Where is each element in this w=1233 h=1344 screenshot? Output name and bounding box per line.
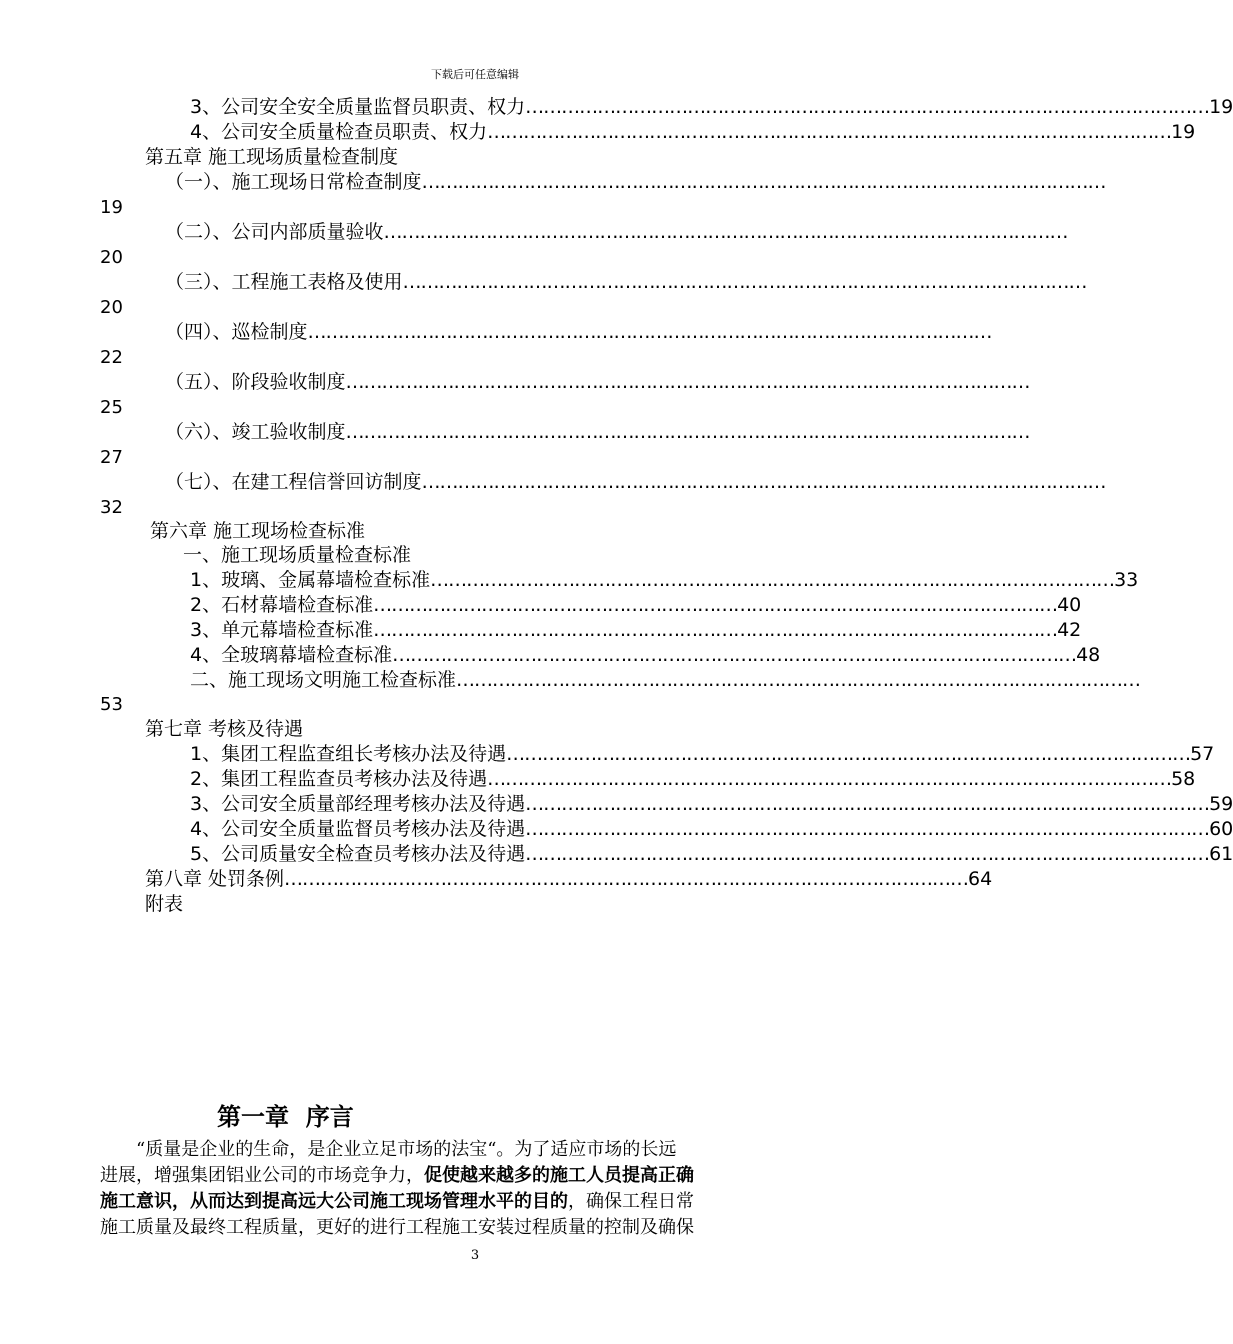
preface-text: 进展，增强集团铝业公司的市场竞争力， bbox=[100, 1165, 424, 1186]
leader-dots: …………………………………………………………………………………………………… bbox=[430, 569, 1115, 591]
toc-entry bbox=[190, 95, 1233, 120]
preface-line bbox=[100, 1189, 850, 1215]
leader-dots: …………………………………………………………………………………………………… bbox=[307, 321, 992, 343]
preface-line bbox=[100, 1137, 850, 1163]
toc-page-number: 59 bbox=[1209, 793, 1233, 815]
page-header: 下载后可任意编辑 bbox=[431, 68, 519, 81]
toc-chapter-heading: 第七章 考核及待遇 bbox=[145, 718, 304, 740]
page-number: 3 bbox=[470, 1248, 480, 1263]
toc-entry bbox=[165, 220, 1068, 245]
leader-dots: …………………………………………………………………………………………………… bbox=[456, 669, 1141, 691]
preface-text: “质量是企业的生命，是企业立足市场的法宝“。为了适应市场的长远 bbox=[136, 1139, 677, 1160]
leader-dots: …………………………………………………………………………………………………… bbox=[421, 171, 1106, 193]
leader-dots: …………………………………………………………………………………………………… bbox=[525, 818, 1210, 840]
leader-dots: …………………………………………………………………………………………………… bbox=[373, 594, 1058, 616]
leader-dots: …………………………………………………………………………………………………… bbox=[345, 371, 1030, 393]
toc-page-number: 40 bbox=[1057, 594, 1082, 616]
toc-chapter-heading: 第五章 施工现场质量检查制度 bbox=[145, 146, 399, 168]
leader-dots: …………………………………………………………………………………………………… bbox=[383, 221, 1068, 243]
leader-dots: …………………………………………………………………………………………………… bbox=[392, 644, 1077, 666]
toc-entry-text: 4、公司安全质量检查员职责、权力 bbox=[190, 121, 488, 143]
toc-entry-text: 5、公司质量安全检查员考核办法及待遇 bbox=[190, 843, 526, 865]
toc-entry-text: （七）、在建工程信誉回访制度 bbox=[165, 471, 422, 493]
leader-dots: …………………………………………………………………………………………………… bbox=[487, 768, 1172, 790]
toc-appendix: 附表 bbox=[145, 893, 184, 915]
toc-page-number: 57 bbox=[1190, 743, 1215, 765]
toc-page-number: 33 bbox=[1114, 569, 1139, 591]
preface-bold-text: 促使越来越多的施工人员提高正确 bbox=[424, 1165, 694, 1186]
preface-line bbox=[100, 1163, 850, 1189]
toc-entry bbox=[190, 742, 1215, 767]
toc-entry-text: 3、单元幕墙检查标准 bbox=[190, 619, 374, 641]
toc-section-heading: 一、施工现场质量检查标准 bbox=[183, 544, 412, 566]
toc-entry-text: （一）、施工现场日常检查制度 bbox=[165, 171, 422, 193]
toc-page-number: 19 bbox=[1209, 96, 1233, 118]
toc-entry-text: 2、集团工程监查员考核办法及待遇 bbox=[190, 768, 488, 790]
toc-entry bbox=[190, 593, 1082, 618]
toc-entry-text: 1、集团工程监查组长考核办法及待遇 bbox=[190, 743, 507, 765]
toc-page-number: 27 bbox=[100, 447, 123, 468]
leader-dots: …………………………………………………………………………………………………… bbox=[525, 96, 1210, 118]
toc-page-number: 25 bbox=[100, 397, 123, 418]
preface-text: ，确保工程日常 bbox=[568, 1191, 694, 1212]
toc-page-number: 42 bbox=[1057, 619, 1082, 641]
preface-line bbox=[100, 1215, 850, 1241]
toc-entry bbox=[145, 867, 993, 892]
toc-page-number: 53 bbox=[100, 694, 123, 715]
toc-entry bbox=[190, 120, 1196, 145]
toc-entry-text: （三）、工程施工表格及使用 bbox=[165, 271, 403, 293]
toc-entry-text: 3、公司安全质量部经理考核办法及待遇 bbox=[190, 793, 526, 815]
leader-dots: …………………………………………………………………………………………………… bbox=[525, 793, 1210, 815]
toc-entry-text: 4、全玻璃幕墙检查标准 bbox=[190, 644, 393, 666]
toc-entry bbox=[165, 420, 1030, 445]
preface-bold-text: 施工意识，从而达到提高远大公司施工现场管理水平的目的 bbox=[100, 1191, 568, 1212]
leader-dots: …………………………………………………………………………………………………… bbox=[402, 271, 1087, 293]
toc-entry bbox=[190, 618, 1082, 643]
leader-dots: …………………………………………………………………………………………………… bbox=[525, 843, 1210, 865]
toc-entry bbox=[165, 470, 1106, 495]
toc-page-number: 20 bbox=[100, 297, 123, 318]
toc-entry bbox=[190, 792, 1233, 817]
toc-page-number: 60 bbox=[1209, 818, 1233, 840]
toc-entry bbox=[165, 370, 1030, 395]
leader-dots: …………………………………………………………………………………………………… bbox=[345, 421, 1030, 443]
toc-entry-text: （五）、阶段验收制度 bbox=[165, 371, 346, 393]
leader-dots: …………………………………………………………………………………………………… bbox=[421, 471, 1106, 493]
toc-chapter-heading: 第六章 施工现场检查标准 bbox=[150, 520, 366, 542]
toc-entry-text: （六）、竣工验收制度 bbox=[165, 421, 346, 443]
leader-dots: …………………………………………………………………………………………………… bbox=[487, 121, 1172, 143]
toc-page-number: 19 bbox=[1171, 121, 1196, 143]
toc-page-number: 48 bbox=[1076, 644, 1101, 666]
toc-entry-text: 第八章 处罚条例 bbox=[145, 868, 285, 890]
toc-page-number: 58 bbox=[1171, 768, 1196, 790]
toc-entry-text: 二、施工现场文明施工检查标准 bbox=[190, 669, 457, 691]
toc-entry bbox=[190, 643, 1101, 668]
toc-page-number: 22 bbox=[100, 347, 123, 368]
leader-dots: …………………………………………………………………………………………………… bbox=[506, 743, 1191, 765]
toc-page-number: 20 bbox=[100, 247, 123, 268]
toc-entry bbox=[190, 568, 1139, 593]
toc-page-number: 32 bbox=[100, 497, 123, 518]
toc-entry-text: 4、公司安全质量监督员考核办法及待遇 bbox=[190, 818, 526, 840]
toc-entry bbox=[165, 270, 1087, 295]
preface-text: 施工质量及最终工程质量，更好的进行工程施工安装过程质量的控制及确保 bbox=[100, 1217, 694, 1238]
toc-entry-text: 1、玻璃、金属幕墙检查标准 bbox=[190, 569, 431, 591]
toc-page-number: 19 bbox=[100, 197, 123, 218]
toc-entry-text: （四）、巡检制度 bbox=[165, 321, 308, 343]
preface-paragraph bbox=[100, 1137, 850, 1241]
toc-entry-text: 3、公司安全安全质量监督员职责、权力 bbox=[190, 96, 526, 118]
leader-dots: …………………………………………………………………………………………………… bbox=[373, 619, 1058, 641]
toc-page-number: 61 bbox=[1209, 843, 1233, 865]
toc-entry bbox=[165, 320, 992, 345]
toc-entry bbox=[190, 668, 1141, 693]
leader-dots: …………………………………………………………………………………………………… bbox=[284, 868, 969, 890]
chapter-title: 第一章 序言 bbox=[217, 1103, 354, 1131]
toc-entry-text: （二）、公司内部质量验收 bbox=[165, 221, 384, 243]
toc-entry bbox=[190, 842, 1233, 867]
toc-page-number: 64 bbox=[968, 868, 993, 890]
toc-entry bbox=[190, 817, 1233, 842]
toc-entry-text: 2、石材幕墙检查标准 bbox=[190, 594, 374, 616]
toc-entry bbox=[165, 170, 1106, 195]
toc-entry bbox=[190, 767, 1196, 792]
